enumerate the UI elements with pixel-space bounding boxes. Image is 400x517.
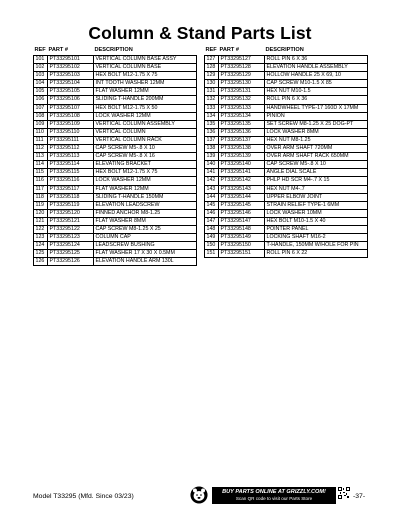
ref-cell: 102 <box>34 64 48 72</box>
description-cell: CAP SCREW M8-1.25 X 25 <box>94 225 197 233</box>
part-number-cell: PT33295103 <box>48 72 94 80</box>
ref-cell: 122 <box>34 225 48 233</box>
header-ref: REF <box>205 46 219 56</box>
table-row <box>205 64 368 72</box>
table-row <box>205 161 368 169</box>
description-cell: CAP SCREW M5-.8 X 10 <box>94 145 197 153</box>
ref-cell: 134 <box>205 112 219 120</box>
ref-cell: 123 <box>34 234 48 242</box>
table-row <box>205 120 368 128</box>
header-description: DESCRIPTION <box>94 46 197 56</box>
part-number-cell: PT33295141 <box>219 169 265 177</box>
description-cell: PHLP HD SCR M4-.7 X 15 <box>265 177 368 185</box>
model-info: Model T33295 (Mfd. Since 03/23) <box>33 493 134 500</box>
part-number-cell: PT33295134 <box>219 112 265 120</box>
part-number-cell: PT33295148 <box>219 225 265 233</box>
part-number-cell: PT33295124 <box>48 242 94 250</box>
part-number-cell: PT33295105 <box>48 88 94 96</box>
part-number-cell: PT33295146 <box>219 209 265 217</box>
table-row <box>34 177 197 185</box>
table-row <box>205 128 368 136</box>
description-cell: SLIDING T-HANDLE 150MM <box>94 193 197 201</box>
table-row <box>205 112 368 120</box>
table-header-row <box>34 46 197 56</box>
table-row <box>34 217 197 225</box>
part-number-cell: PT33295114 <box>48 161 94 169</box>
ref-cell: 107 <box>34 104 48 112</box>
part-number-cell: PT33295144 <box>219 193 265 201</box>
table-row <box>205 88 368 96</box>
table-row <box>205 201 368 209</box>
description-cell: ROLL PIN 6 X 36 <box>265 56 368 64</box>
description-cell: LEADSCREW BUSHING <box>94 242 197 250</box>
description-cell: HANDWHEEL TYPE-17 160D X 17MM <box>265 104 368 112</box>
description-cell: FLAT WASHER 17 X 30 X 0.5MM <box>94 250 197 258</box>
ref-cell: 150 <box>205 242 219 250</box>
part-number-cell: PT33295110 <box>48 128 94 136</box>
description-cell: FLAT WASHER 12MM <box>94 185 197 193</box>
description-cell: HEX BOLT M12-1.75 X 75 <box>94 72 197 80</box>
part-number-cell: PT33295127 <box>219 56 265 64</box>
part-number-cell: PT33295101 <box>48 56 94 64</box>
table-row <box>205 209 368 217</box>
part-number-cell: PT33295119 <box>48 201 94 209</box>
part-number-cell: PT33295107 <box>48 104 94 112</box>
description-cell: ROLL PIN 6 X 22 <box>265 250 368 258</box>
description-cell: FINNED ANCHOR M8-1.25 <box>94 209 197 217</box>
part-number-cell: PT33295136 <box>219 128 265 136</box>
table-row <box>34 201 197 209</box>
description-cell: HEX BOLT M12-1.75 X 50 <box>94 104 197 112</box>
ref-cell: 104 <box>34 80 48 88</box>
part-number-cell: PT33295121 <box>48 217 94 225</box>
description-cell: OVER ARM SHAFT 720MM <box>265 145 368 153</box>
part-number-cell: PT33295139 <box>219 153 265 161</box>
part-number-cell: PT33295125 <box>48 250 94 258</box>
ref-cell: 146 <box>205 209 219 217</box>
ref-cell: 103 <box>34 72 48 80</box>
header-part: PART # <box>48 46 94 56</box>
ref-cell: 128 <box>205 64 219 72</box>
table-row <box>34 72 197 80</box>
part-number-cell: PT33295140 <box>219 161 265 169</box>
table-row <box>34 242 197 250</box>
part-number-cell: PT33295126 <box>48 258 94 266</box>
ref-cell: 148 <box>205 225 219 233</box>
part-number-cell: PT33295117 <box>48 185 94 193</box>
part-number-cell: PT33295150 <box>219 242 265 250</box>
table-row <box>205 225 368 233</box>
description-cell: OVER ARM SHAFT RACK 650MM <box>265 153 368 161</box>
ref-cell: 105 <box>34 88 48 96</box>
ref-cell: 140 <box>205 161 219 169</box>
part-number-cell: PT33295104 <box>48 80 94 88</box>
parts-table <box>204 46 368 258</box>
part-number-cell: PT33295132 <box>219 96 265 104</box>
description-cell: ELEVATION HANDLE ARM 130L <box>94 258 197 266</box>
table-row <box>205 193 368 201</box>
parts-table <box>33 46 197 266</box>
parts-store-banner[interactable] <box>212 487 336 504</box>
ref-cell: 138 <box>205 145 219 153</box>
part-number-cell: PT33295149 <box>219 234 265 242</box>
table-row <box>34 136 197 144</box>
ref-cell: 108 <box>34 112 48 120</box>
part-number-cell: PT33295111 <box>48 136 94 144</box>
ref-cell: 142 <box>205 177 219 185</box>
part-number-cell: PT33295130 <box>219 80 265 88</box>
description-cell: UPPER ELBOW JOINT <box>265 193 368 201</box>
ref-cell: 139 <box>205 153 219 161</box>
ref-cell: 125 <box>34 250 48 258</box>
table-row <box>34 112 197 120</box>
table-row <box>205 136 368 144</box>
description-cell: HEX BOLT M10-1.5 X 40 <box>265 217 368 225</box>
description-cell: COLUMN CAP <box>94 234 197 242</box>
ref-cell: 129 <box>205 72 219 80</box>
ref-cell: 111 <box>34 136 48 144</box>
part-number-cell: PT33295129 <box>219 72 265 80</box>
table-row <box>34 56 197 64</box>
ref-cell: 118 <box>34 193 48 201</box>
description-cell: FLAT WASHER 12MM <box>94 88 197 96</box>
header-description: DESCRIPTION <box>265 46 368 56</box>
part-number-cell: PT33295133 <box>219 104 265 112</box>
ref-cell: 131 <box>205 88 219 96</box>
table-row <box>205 185 368 193</box>
part-number-cell: PT33295122 <box>48 225 94 233</box>
part-number-cell: PT33295147 <box>219 217 265 225</box>
table-row <box>205 145 368 153</box>
table-row <box>34 104 197 112</box>
description-cell: HEX NUT M8-1.25 <box>265 136 368 144</box>
ref-cell: 130 <box>205 80 219 88</box>
ref-cell: 114 <box>34 161 48 169</box>
description-cell: VERTICAL COLUMN BASE ASSY <box>94 56 197 64</box>
description-cell: ANGLE DIAL SCALE <box>265 169 368 177</box>
description-cell: HEX NUT M4-.7 <box>265 185 368 193</box>
ref-cell: 127 <box>205 56 219 64</box>
header-ref: REF <box>34 46 48 56</box>
table-row <box>34 145 197 153</box>
header-part: PART # <box>219 46 265 56</box>
table-row <box>34 193 197 201</box>
part-number-cell: PT33295123 <box>48 234 94 242</box>
description-cell: T-HANDLE, 150MM W/HOLE FOR PIN <box>265 242 368 250</box>
ref-cell: 137 <box>205 136 219 144</box>
description-cell: ELEVATION HANDLE ASSEMBLY <box>265 64 368 72</box>
table-row <box>34 225 197 233</box>
table-row <box>205 242 368 250</box>
description-cell: LOCKING SHAFT M16-2 <box>265 234 368 242</box>
ref-cell: 141 <box>205 169 219 177</box>
table-row <box>205 217 368 225</box>
ref-cell: 121 <box>34 217 48 225</box>
description-cell: CAP SCREW M5-.8 X 10 <box>265 161 368 169</box>
description-cell: VERTICAL COLUMN BASE <box>94 64 197 72</box>
part-number-cell: PT33295128 <box>219 64 265 72</box>
part-number-cell: PT33295142 <box>219 177 265 185</box>
ref-cell: 149 <box>205 234 219 242</box>
description-cell: SET SCREW M8-1.25 X 25 DOG-PT <box>265 120 368 128</box>
ref-cell: 106 <box>34 96 48 104</box>
ref-cell: 113 <box>34 153 48 161</box>
banner-headline: BUY PARTS ONLINE AT GRIZZLY.COM! <box>222 489 326 495</box>
table-row <box>34 80 197 88</box>
parts-table-right <box>204 46 367 258</box>
table-row <box>34 250 197 258</box>
table-row <box>34 64 197 72</box>
table-row <box>205 234 368 242</box>
description-cell: ELEVATING BRACKET <box>94 161 197 169</box>
table-row <box>34 96 197 104</box>
table-row <box>205 72 368 80</box>
part-number-cell: PT33295118 <box>48 193 94 201</box>
part-number-cell: PT33295120 <box>48 209 94 217</box>
part-number-cell: PT33295145 <box>219 201 265 209</box>
table-row <box>34 185 197 193</box>
description-cell: HEX NUT M10-1.5 <box>265 88 368 96</box>
ref-cell: 110 <box>34 128 48 136</box>
ref-cell: 109 <box>34 120 48 128</box>
table-row <box>34 234 197 242</box>
table-row <box>34 169 197 177</box>
ref-cell: 116 <box>34 177 48 185</box>
table-row <box>205 250 368 258</box>
ref-cell: 143 <box>205 185 219 193</box>
table-row <box>205 80 368 88</box>
table-row <box>205 96 368 104</box>
table-row <box>34 258 197 266</box>
ref-cell: 147 <box>205 217 219 225</box>
ref-cell: 136 <box>205 128 219 136</box>
qr-code-icon[interactable] <box>338 487 350 499</box>
description-cell: LOCK WASHER 8MM <box>265 128 368 136</box>
ref-cell: 112 <box>34 145 48 153</box>
table-row <box>34 209 197 217</box>
part-number-cell: PT33295106 <box>48 96 94 104</box>
part-number-cell: PT33295112 <box>48 145 94 153</box>
description-cell: LOCK WASHER 12MM <box>94 112 197 120</box>
part-number-cell: PT33295135 <box>219 120 265 128</box>
ref-cell: 126 <box>34 258 48 266</box>
part-number-cell: PT33295151 <box>219 250 265 258</box>
ref-cell: 115 <box>34 169 48 177</box>
ref-cell: 101 <box>34 56 48 64</box>
ref-cell: 119 <box>34 201 48 209</box>
description-cell: VERTICAL COLUMN ASSEMBLY <box>94 120 197 128</box>
table-row <box>34 161 197 169</box>
banner-subline: Scan QR code to visit our Parts Store <box>235 496 313 501</box>
description-cell: STRAIN RELIEF TYPE-1 6MM <box>265 201 368 209</box>
description-cell: LOCK WASHER 10MM <box>265 209 368 217</box>
grizzly-bear-logo-icon <box>190 486 208 504</box>
description-cell: HEX BOLT M12-1.75 X 75 <box>94 169 197 177</box>
description-cell: FLAT WASHER 8MM <box>94 217 197 225</box>
ref-cell: 151 <box>205 250 219 258</box>
description-cell: PINION <box>265 112 368 120</box>
part-number-cell: PT33295137 <box>219 136 265 144</box>
part-number-cell: PT33295113 <box>48 153 94 161</box>
ref-cell: 145 <box>205 201 219 209</box>
table-row <box>34 88 197 96</box>
ref-cell: 117 <box>34 185 48 193</box>
description-cell: POINTER PANEL <box>265 225 368 233</box>
page-number: -37- <box>353 493 366 500</box>
description-cell: LOCK WASHER 12MM <box>94 177 197 185</box>
page-title: Column & Stand Parts List <box>88 23 312 43</box>
ref-cell: 135 <box>205 120 219 128</box>
ref-cell: 144 <box>205 193 219 201</box>
part-number-cell: PT33295115 <box>48 169 94 177</box>
ref-cell: 132 <box>205 96 219 104</box>
table-row <box>34 120 197 128</box>
ref-cell: 133 <box>205 104 219 112</box>
part-number-cell: PT33295108 <box>48 112 94 120</box>
part-number-cell: PT33295109 <box>48 120 94 128</box>
description-cell: CAP SCREW M10-1.5 X 85 <box>265 80 368 88</box>
table-row <box>205 56 368 64</box>
description-cell: HOLLOW HANDLE 25 X 69, 10 <box>265 72 368 80</box>
description-cell: SLIDING T-HANDLE 200MM <box>94 96 197 104</box>
table-header-row <box>205 46 368 56</box>
table-row <box>205 177 368 185</box>
description-cell: INT TOOTH WASHER 12MM <box>94 80 197 88</box>
description-cell: VERTICAL COLUMN RACK <box>94 136 197 144</box>
part-number-cell: PT33295116 <box>48 177 94 185</box>
parts-table-left <box>33 46 196 266</box>
part-number-cell: PT33295138 <box>219 145 265 153</box>
description-cell: ELEVATION LEADSCREW <box>94 201 197 209</box>
ref-cell: 120 <box>34 209 48 217</box>
description-cell: VERTICAL COLUMN <box>94 128 197 136</box>
description-cell: ROLL PIN 6 X 36 <box>265 96 368 104</box>
table-row <box>205 104 368 112</box>
table-row <box>34 128 197 136</box>
ref-cell: 124 <box>34 242 48 250</box>
part-number-cell: PT33295131 <box>219 88 265 96</box>
part-number-cell: PT33295143 <box>219 185 265 193</box>
table-row <box>34 153 197 161</box>
table-row <box>205 153 368 161</box>
table-row <box>205 169 368 177</box>
description-cell: CAP SCREW M5-.8 X 16 <box>94 153 197 161</box>
part-number-cell: PT33295102 <box>48 64 94 72</box>
